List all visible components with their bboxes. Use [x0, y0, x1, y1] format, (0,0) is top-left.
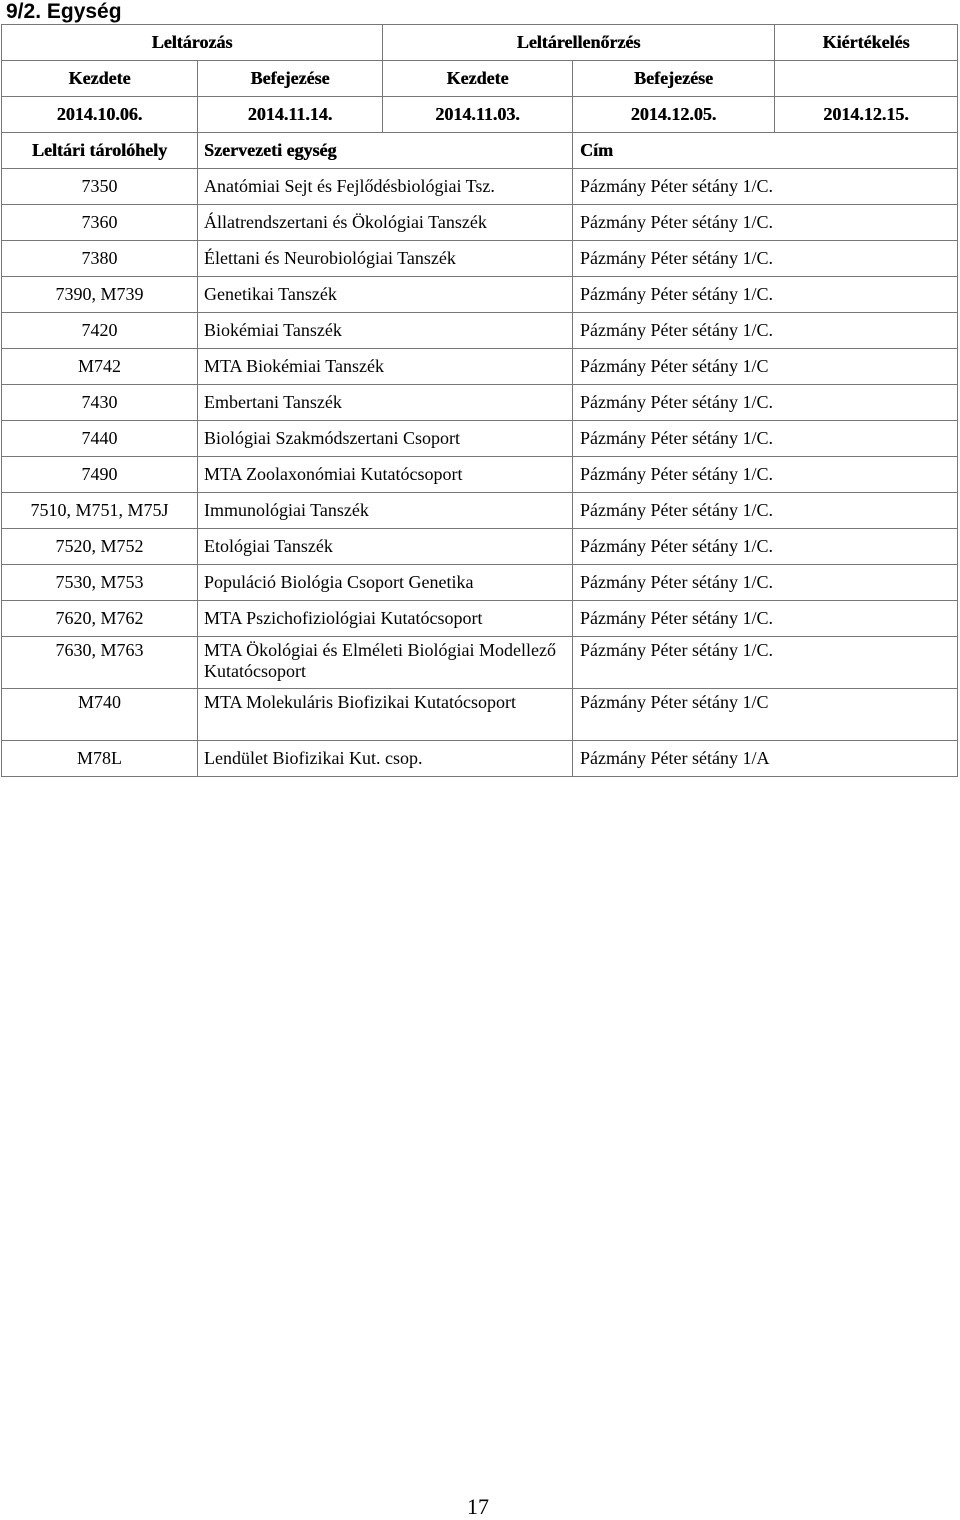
location-cell: 7440 — [2, 421, 198, 457]
date-cell: 2014.12.05. — [573, 97, 775, 133]
date-cell: 2014.10.06. — [2, 97, 198, 133]
unit-cell: MTA Biokémiai Tanszék — [198, 349, 573, 385]
location-cell: M78L — [2, 741, 198, 777]
unit-cell: Immunológiai Tanszék — [198, 493, 573, 529]
address-cell: Pázmány Péter sétány 1/C — [573, 349, 958, 385]
address-cell: Pázmány Péter sétány 1/C. — [573, 241, 958, 277]
unit-column-header: Szervezeti egység — [198, 133, 573, 169]
table-row — [2, 313, 958, 349]
unit-cell: MTA Ökológiai és Elméleti Biológiai Modellező Kutatócsoport — [198, 637, 573, 689]
schedule-header-row — [2, 25, 958, 61]
location-cell: M740 — [2, 689, 198, 741]
unit-cell: MTA Pszichofiziológiai Kutatócsoport — [198, 601, 573, 637]
address-cell: Pázmány Péter sétány 1/C. — [573, 421, 958, 457]
unit-cell: Anatómiai Sejt és Fejlődésbiológiai Tsz. — [198, 169, 573, 205]
schedule-subheader-row — [2, 61, 958, 97]
location-cell: 7530, M753 — [2, 565, 198, 601]
address-cell: Pázmány Péter sétány 1/C. — [573, 457, 958, 493]
address-cell: Pázmány Péter sétány 1/C. — [573, 205, 958, 241]
kezdete-2-header: Kezdete — [383, 61, 573, 97]
location-cell: 7420 — [2, 313, 198, 349]
kezdete-1-header: Kezdete — [2, 61, 198, 97]
unit-cell: Biokémiai Tanszék — [198, 313, 573, 349]
address-cell: Pázmány Péter sétány 1/C. — [573, 169, 958, 205]
location-cell: 7510, M751, M75J — [2, 493, 198, 529]
location-cell: 7390, M739 — [2, 277, 198, 313]
address-cell: Pázmány Péter sétány 1/C. — [573, 529, 958, 565]
unit-cell: Biológiai Szakmódszertani Csoport — [198, 421, 573, 457]
unit-cell: Élettani és Neurobiológiai Tanszék — [198, 241, 573, 277]
unit-cell: MTA Zoolaxonómiai Kutatócsoport — [198, 457, 573, 493]
address-cell: Pázmány Péter sétány 1/C. — [573, 385, 958, 421]
table-row — [2, 205, 958, 241]
location-cell: 7350 — [2, 169, 198, 205]
location-cell: 7360 — [2, 205, 198, 241]
leltarozas-header: Leltározás — [2, 25, 383, 61]
unit-cell: Lendület Biofizikai Kut. csop. — [198, 741, 573, 777]
address-cell: Pázmány Péter sétány 1/C. — [573, 637, 958, 689]
table-row — [2, 349, 958, 385]
table-row — [2, 689, 958, 741]
address-cell: Pázmány Péter sétány 1/C. — [573, 601, 958, 637]
location-cell: 7430 — [2, 385, 198, 421]
address-cell: Pázmány Péter sétány 1/C. — [573, 313, 958, 349]
table-row — [2, 457, 958, 493]
befejezese-2-header: Befejezése — [573, 61, 775, 97]
unit-cell: Etológiai Tanszék — [198, 529, 573, 565]
table-row — [2, 637, 958, 689]
location-cell: M742 — [2, 349, 198, 385]
table-row — [2, 493, 958, 529]
table-row — [2, 277, 958, 313]
location-cell: 7380 — [2, 241, 198, 277]
address-cell: Pázmány Péter sétány 1/C. — [573, 277, 958, 313]
address-cell: Pázmány Péter sétány 1/C. — [573, 493, 958, 529]
befejezese-1-header: Befejezése — [198, 61, 383, 97]
location-cell: 7520, M752 — [2, 529, 198, 565]
table-row — [2, 601, 958, 637]
column-header-row — [2, 133, 958, 169]
location-cell: 7620, M762 — [2, 601, 198, 637]
unit-cell: Populáció Biológia Csoport Genetika — [198, 565, 573, 601]
location-column-header: Leltári tárolóhely — [2, 133, 198, 169]
unit-cell: MTA Molekuláris Biofizikai Kutatócsoport — [198, 689, 573, 741]
table-row — [2, 565, 958, 601]
date-cell: 2014.11.03. — [383, 97, 573, 133]
inventory-table — [1, 24, 958, 777]
table-row — [2, 169, 958, 205]
date-cell: 2014.11.14. — [198, 97, 383, 133]
location-cell: 7490 — [2, 457, 198, 493]
address-column-header: Cím — [573, 133, 958, 169]
schedule-dates-row — [2, 97, 958, 133]
table-row — [2, 529, 958, 565]
unit-cell: Állatrendszertani és Ökológiai Tanszék — [198, 205, 573, 241]
address-cell: Pázmány Péter sétány 1/A — [573, 741, 958, 777]
unit-cell: Embertani Tanszék — [198, 385, 573, 421]
table-row — [2, 741, 958, 777]
address-cell: Pázmány Péter sétány 1/C — [573, 689, 958, 741]
empty-cell — [775, 61, 958, 97]
location-cell: 7630, M763 — [2, 637, 198, 689]
date-cell: 2014.12.15. — [775, 97, 958, 133]
table-row — [2, 385, 958, 421]
table-row — [2, 421, 958, 457]
address-cell: Pázmány Péter sétány 1/C. — [573, 565, 958, 601]
table-row — [2, 241, 958, 277]
unit-cell: Genetikai Tanszék — [198, 277, 573, 313]
page-number: 17 — [467, 1494, 489, 1519]
kiertekeles-header: Kiértékelés — [775, 25, 958, 61]
page-title: 9/2. Egység — [6, 0, 122, 23]
leltarellenorzes-header: Leltárellenőrzés — [383, 25, 775, 61]
